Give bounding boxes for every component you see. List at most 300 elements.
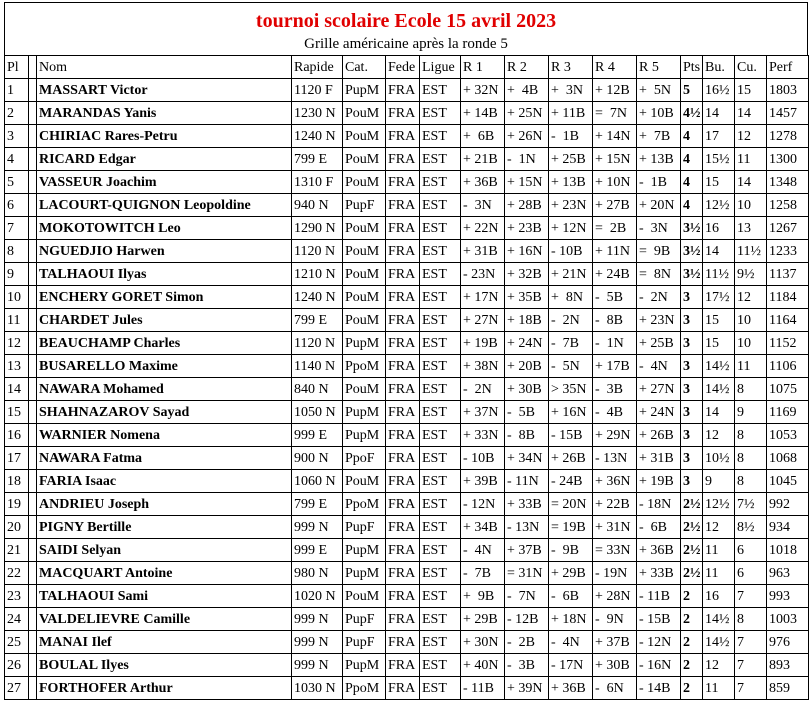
cell-buchholz: 9 bbox=[703, 470, 735, 493]
header-place: Pl bbox=[5, 56, 29, 79]
header-federation: Fede bbox=[386, 56, 420, 79]
cell-category: PupM bbox=[343, 539, 386, 562]
cell-place: 2 bbox=[5, 102, 29, 125]
cell-round-2: + 20B bbox=[505, 355, 549, 378]
cell-round-4: + 29N bbox=[593, 424, 637, 447]
cell-round-3: > 35N bbox=[549, 378, 593, 401]
cell-name: LACOURT-QUIGNON Leopoldine bbox=[37, 194, 292, 217]
cell-rapid-rating: 1120 N bbox=[292, 332, 343, 355]
cell-buchholz: 16 bbox=[703, 585, 735, 608]
cell-rapid-rating: 799 E bbox=[292, 148, 343, 171]
cell-round-3: = 20N bbox=[549, 493, 593, 516]
cell-federation: FRA bbox=[386, 171, 420, 194]
cell-place: 21 bbox=[5, 539, 29, 562]
header-category: Cat. bbox=[343, 56, 386, 79]
cell-cumulative: 8 bbox=[735, 447, 767, 470]
cell-round-2: - 3B bbox=[505, 654, 549, 677]
cell-name: WARNIER Nomena bbox=[37, 424, 292, 447]
cell-buchholz: 10½ bbox=[703, 447, 735, 470]
cell-name: VALDELIEVRE Camille bbox=[37, 608, 292, 631]
cell-league: EST bbox=[420, 424, 461, 447]
cell-round-3: + 13B bbox=[549, 171, 593, 194]
cell-points: 4 bbox=[681, 125, 703, 148]
header-round-2: R 2 bbox=[505, 56, 549, 79]
cell-place: 9 bbox=[5, 263, 29, 286]
cell-round-1: + 33N bbox=[461, 424, 505, 447]
cell-performance: 1278 bbox=[767, 125, 809, 148]
cell-rapid-rating: 999 N bbox=[292, 608, 343, 631]
cell-round-1: + 31B bbox=[461, 240, 505, 263]
cell-round-4: + 11N bbox=[593, 240, 637, 263]
cell-performance: 1018 bbox=[767, 539, 809, 562]
cell-category: PouM bbox=[343, 171, 386, 194]
cell-gap bbox=[29, 470, 37, 493]
cell-round-4: - 5B bbox=[593, 286, 637, 309]
cell-rapid-rating: 999 E bbox=[292, 539, 343, 562]
cell-rapid-rating: 940 N bbox=[292, 194, 343, 217]
cell-round-2: + 16N bbox=[505, 240, 549, 263]
cell-round-1: + 27N bbox=[461, 309, 505, 332]
cell-category: PupM bbox=[343, 332, 386, 355]
cell-name: NAWARA Mohamed bbox=[37, 378, 292, 401]
cell-category: PpoM bbox=[343, 493, 386, 516]
cell-category: PouM bbox=[343, 585, 386, 608]
cell-round-2: + 26N bbox=[505, 125, 549, 148]
cell-round-1: - 23N bbox=[461, 263, 505, 286]
cell-federation: FRA bbox=[386, 562, 420, 585]
cell-rapid-rating: 999 N bbox=[292, 654, 343, 677]
cell-round-2: + 25N bbox=[505, 102, 549, 125]
cell-buchholz: 14 bbox=[703, 240, 735, 263]
cell-rapid-rating: 1210 N bbox=[292, 263, 343, 286]
cell-league: EST bbox=[420, 171, 461, 194]
cell-league: EST bbox=[420, 378, 461, 401]
table-body bbox=[5, 79, 809, 700]
cell-round-2: + 4B bbox=[505, 79, 549, 102]
cell-rapid-rating: 1140 N bbox=[292, 355, 343, 378]
cell-category: PpoM bbox=[343, 677, 386, 700]
cell-points: 3 bbox=[681, 309, 703, 332]
cell-points: 2 bbox=[681, 608, 703, 631]
standings-table bbox=[4, 55, 809, 700]
cell-round-4: + 30B bbox=[593, 654, 637, 677]
cell-gap bbox=[29, 79, 37, 102]
cell-buchholz: 16 bbox=[703, 217, 735, 240]
cell-performance: 1152 bbox=[767, 332, 809, 355]
cell-round-2: - 12B bbox=[505, 608, 549, 631]
cell-points: 3 bbox=[681, 447, 703, 470]
cell-round-5: - 6B bbox=[637, 516, 681, 539]
cell-federation: FRA bbox=[386, 516, 420, 539]
cell-points: 3 bbox=[681, 470, 703, 493]
cell-place: 7 bbox=[5, 217, 29, 240]
cell-round-1: - 11B bbox=[461, 677, 505, 700]
cell-performance: 893 bbox=[767, 654, 809, 677]
cell-gap bbox=[29, 424, 37, 447]
cell-category: PouM bbox=[343, 240, 386, 263]
cell-place: 11 bbox=[5, 309, 29, 332]
cell-buchholz: 15½ bbox=[703, 148, 735, 171]
cell-league: EST bbox=[420, 125, 461, 148]
cell-place: 25 bbox=[5, 631, 29, 654]
table-row bbox=[5, 585, 809, 608]
cell-gap bbox=[29, 355, 37, 378]
cell-buchholz: 14 bbox=[703, 102, 735, 125]
cell-round-3: - 7B bbox=[549, 332, 593, 355]
table-row bbox=[5, 240, 809, 263]
cell-league: EST bbox=[420, 263, 461, 286]
cell-place: 5 bbox=[5, 171, 29, 194]
cell-cumulative: 8½ bbox=[735, 516, 767, 539]
cell-category: PupF bbox=[343, 631, 386, 654]
cell-round-4: - 13N bbox=[593, 447, 637, 470]
cell-round-4: + 10N bbox=[593, 171, 637, 194]
cell-federation: FRA bbox=[386, 608, 420, 631]
cell-cumulative: 8 bbox=[735, 378, 767, 401]
cell-round-2: + 18B bbox=[505, 309, 549, 332]
cell-cumulative: 11 bbox=[735, 148, 767, 171]
cell-performance: 1348 bbox=[767, 171, 809, 194]
cell-performance: 1258 bbox=[767, 194, 809, 217]
cell-gap bbox=[29, 608, 37, 631]
cell-rapid-rating: 799 E bbox=[292, 309, 343, 332]
cell-league: EST bbox=[420, 585, 461, 608]
cell-name: SAIDI Selyan bbox=[37, 539, 292, 562]
cell-league: EST bbox=[420, 608, 461, 631]
cell-league: EST bbox=[420, 217, 461, 240]
cell-points: 3 bbox=[681, 332, 703, 355]
cell-points: 4 bbox=[681, 171, 703, 194]
cell-federation: FRA bbox=[386, 539, 420, 562]
cell-buchholz: 12 bbox=[703, 516, 735, 539]
cell-round-1: + 40N bbox=[461, 654, 505, 677]
cell-name: BUSARELLO Maxime bbox=[37, 355, 292, 378]
cell-gap bbox=[29, 102, 37, 125]
cell-points: 3½ bbox=[681, 217, 703, 240]
cell-gap bbox=[29, 493, 37, 516]
cell-round-3: - 17N bbox=[549, 654, 593, 677]
cell-place: 26 bbox=[5, 654, 29, 677]
cell-federation: FRA bbox=[386, 125, 420, 148]
cell-place: 19 bbox=[5, 493, 29, 516]
cell-category: PouM bbox=[343, 148, 386, 171]
cell-federation: FRA bbox=[386, 194, 420, 217]
cell-round-1: + 29B bbox=[461, 608, 505, 631]
header-round-5: R 5 bbox=[637, 56, 681, 79]
cell-points: 3 bbox=[681, 424, 703, 447]
header-performance: Perf bbox=[767, 56, 809, 79]
cell-rapid-rating: 1240 N bbox=[292, 125, 343, 148]
cell-cumulative: 7 bbox=[735, 677, 767, 700]
header-buchholz: Bu. bbox=[703, 56, 735, 79]
cell-round-4: + 17B bbox=[593, 355, 637, 378]
cell-round-4: - 19N bbox=[593, 562, 637, 585]
table-row bbox=[5, 309, 809, 332]
cell-name: NGUEDJIO Harwen bbox=[37, 240, 292, 263]
cell-round-2: + 32B bbox=[505, 263, 549, 286]
table-row bbox=[5, 171, 809, 194]
cell-round-3: - 2N bbox=[549, 309, 593, 332]
cell-buchholz: 11½ bbox=[703, 263, 735, 286]
header-gap bbox=[29, 56, 37, 79]
cell-round-1: + 9B bbox=[461, 585, 505, 608]
cell-category: PupM bbox=[343, 401, 386, 424]
cell-round-5: - 11B bbox=[637, 585, 681, 608]
cell-place: 18 bbox=[5, 470, 29, 493]
cell-federation: FRA bbox=[386, 470, 420, 493]
cell-points: 2 bbox=[681, 677, 703, 700]
cell-performance: 992 bbox=[767, 493, 809, 516]
table-row bbox=[5, 447, 809, 470]
cell-points: 2 bbox=[681, 654, 703, 677]
cell-rapid-rating: 1230 N bbox=[292, 102, 343, 125]
cell-cumulative: 15 bbox=[735, 79, 767, 102]
cell-league: EST bbox=[420, 79, 461, 102]
cell-buchholz: 12½ bbox=[703, 194, 735, 217]
cell-buchholz: 14½ bbox=[703, 378, 735, 401]
cell-round-3: + 21N bbox=[549, 263, 593, 286]
cell-league: EST bbox=[420, 677, 461, 700]
cell-category: PupM bbox=[343, 562, 386, 585]
cell-category: PouM bbox=[343, 125, 386, 148]
cell-points: 5 bbox=[681, 79, 703, 102]
cell-round-5: + 26B bbox=[637, 424, 681, 447]
cell-cumulative: 8 bbox=[735, 470, 767, 493]
cell-round-2: + 30B bbox=[505, 378, 549, 401]
cell-round-1: - 4N bbox=[461, 539, 505, 562]
header-round-3: R 3 bbox=[549, 56, 593, 79]
cell-place: 12 bbox=[5, 332, 29, 355]
table-row bbox=[5, 79, 809, 102]
cell-category: PouM bbox=[343, 378, 386, 401]
cell-round-1: + 34B bbox=[461, 516, 505, 539]
cell-round-4: - 4B bbox=[593, 401, 637, 424]
cell-round-1: - 3N bbox=[461, 194, 505, 217]
table-row bbox=[5, 263, 809, 286]
cell-buchholz: 15 bbox=[703, 332, 735, 355]
cell-cumulative: 7 bbox=[735, 585, 767, 608]
header-points: Pts bbox=[681, 56, 703, 79]
cell-federation: FRA bbox=[386, 378, 420, 401]
cell-buchholz: 14½ bbox=[703, 355, 735, 378]
cell-performance: 1068 bbox=[767, 447, 809, 470]
cell-round-3: - 10B bbox=[549, 240, 593, 263]
cell-place: 4 bbox=[5, 148, 29, 171]
cell-round-5: + 24N bbox=[637, 401, 681, 424]
cell-round-4: - 9N bbox=[593, 608, 637, 631]
cell-round-5: - 2N bbox=[637, 286, 681, 309]
cell-name: MOKOTOWITCH Leo bbox=[37, 217, 292, 240]
cell-rapid-rating: 1030 N bbox=[292, 677, 343, 700]
table-row bbox=[5, 217, 809, 240]
cell-round-1: + 22N bbox=[461, 217, 505, 240]
table-row bbox=[5, 470, 809, 493]
cell-performance: 1184 bbox=[767, 286, 809, 309]
cell-league: EST bbox=[420, 332, 461, 355]
cell-name: VASSEUR Joachim bbox=[37, 171, 292, 194]
cell-cumulative: 11½ bbox=[735, 240, 767, 263]
cell-name: CHARDET Jules bbox=[37, 309, 292, 332]
cell-league: EST bbox=[420, 631, 461, 654]
table-row bbox=[5, 677, 809, 700]
cell-performance: 993 bbox=[767, 585, 809, 608]
cell-league: EST bbox=[420, 493, 461, 516]
cell-buchholz: 12 bbox=[703, 654, 735, 677]
cell-federation: FRA bbox=[386, 677, 420, 700]
cell-buchholz: 11 bbox=[703, 539, 735, 562]
cell-place: 22 bbox=[5, 562, 29, 585]
cell-performance: 1169 bbox=[767, 401, 809, 424]
cell-performance: 1003 bbox=[767, 608, 809, 631]
cell-buchholz: 14½ bbox=[703, 608, 735, 631]
cell-round-1: - 10B bbox=[461, 447, 505, 470]
cell-place: 14 bbox=[5, 378, 29, 401]
cell-place: 24 bbox=[5, 608, 29, 631]
cell-name: SHAHNAZAROV Sayad bbox=[37, 401, 292, 424]
cell-cumulative: 12 bbox=[735, 125, 767, 148]
cell-round-2: - 8B bbox=[505, 424, 549, 447]
cell-place: 15 bbox=[5, 401, 29, 424]
table-row bbox=[5, 401, 809, 424]
table-row bbox=[5, 355, 809, 378]
cell-performance: 859 bbox=[767, 677, 809, 700]
cell-round-2: - 1N bbox=[505, 148, 549, 171]
cell-rapid-rating: 1290 N bbox=[292, 217, 343, 240]
cell-league: EST bbox=[420, 102, 461, 125]
cell-round-2: + 15N bbox=[505, 171, 549, 194]
cell-round-2: + 24N bbox=[505, 332, 549, 355]
table-row bbox=[5, 654, 809, 677]
cell-round-3: = 19B bbox=[549, 516, 593, 539]
cell-federation: FRA bbox=[386, 240, 420, 263]
cell-round-5: - 14B bbox=[637, 677, 681, 700]
cell-cumulative: 14 bbox=[735, 171, 767, 194]
cell-cumulative: 8 bbox=[735, 424, 767, 447]
cell-name: TALHAOUI Sami bbox=[37, 585, 292, 608]
cell-cumulative: 8 bbox=[735, 608, 767, 631]
cell-buchholz: 11 bbox=[703, 677, 735, 700]
cell-buchholz: 15 bbox=[703, 171, 735, 194]
cell-round-1: + 39B bbox=[461, 470, 505, 493]
cell-category: PouM bbox=[343, 102, 386, 125]
cell-buchholz: 14 bbox=[703, 401, 735, 424]
cell-round-5: - 18N bbox=[637, 493, 681, 516]
cell-cumulative: 7 bbox=[735, 631, 767, 654]
cell-category: PouM bbox=[343, 309, 386, 332]
cell-federation: FRA bbox=[386, 79, 420, 102]
cell-rapid-rating: 900 N bbox=[292, 447, 343, 470]
cell-round-4: = 7N bbox=[593, 102, 637, 125]
cell-round-3: - 4N bbox=[549, 631, 593, 654]
cell-federation: FRA bbox=[386, 493, 420, 516]
cell-buchholz: 17½ bbox=[703, 286, 735, 309]
cell-round-5: - 3N bbox=[637, 217, 681, 240]
cell-points: 4½ bbox=[681, 102, 703, 125]
cell-name: FORTHOFER Arthur bbox=[37, 677, 292, 700]
header-round-4: R 4 bbox=[593, 56, 637, 79]
cell-round-4: + 31N bbox=[593, 516, 637, 539]
cell-round-5: + 13B bbox=[637, 148, 681, 171]
cell-round-5: + 25B bbox=[637, 332, 681, 355]
cell-league: EST bbox=[420, 401, 461, 424]
table-row bbox=[5, 631, 809, 654]
cell-league: EST bbox=[420, 309, 461, 332]
cell-rapid-rating: 999 N bbox=[292, 516, 343, 539]
cell-buchholz: 15 bbox=[703, 309, 735, 332]
cell-gap bbox=[29, 148, 37, 171]
table-row bbox=[5, 102, 809, 125]
cell-round-5: + 7B bbox=[637, 125, 681, 148]
cell-round-4: + 27B bbox=[593, 194, 637, 217]
cell-name: ANDRIEU Joseph bbox=[37, 493, 292, 516]
cell-federation: FRA bbox=[386, 217, 420, 240]
cell-category: PpoF bbox=[343, 447, 386, 470]
header-name: Nom bbox=[37, 56, 292, 79]
cell-gap bbox=[29, 332, 37, 355]
cell-round-4: + 15N bbox=[593, 148, 637, 171]
cell-round-1: + 32N bbox=[461, 79, 505, 102]
cell-points: 2 bbox=[681, 631, 703, 654]
header-round-1: R 1 bbox=[461, 56, 505, 79]
cell-buchholz: 16½ bbox=[703, 79, 735, 102]
cell-rapid-rating: 840 N bbox=[292, 378, 343, 401]
table-row bbox=[5, 424, 809, 447]
cell-points: 3 bbox=[681, 286, 703, 309]
cell-gap bbox=[29, 378, 37, 401]
cell-gap bbox=[29, 447, 37, 470]
cell-round-1: - 7B bbox=[461, 562, 505, 585]
cell-round-1: + 38N bbox=[461, 355, 505, 378]
cell-round-1: + 6B bbox=[461, 125, 505, 148]
cell-round-5: - 12N bbox=[637, 631, 681, 654]
cell-category: PupF bbox=[343, 194, 386, 217]
cell-category: PupF bbox=[343, 516, 386, 539]
cell-gap bbox=[29, 562, 37, 585]
cell-round-3: - 6B bbox=[549, 585, 593, 608]
cell-cumulative: 10 bbox=[735, 309, 767, 332]
cell-cumulative: 7½ bbox=[735, 493, 767, 516]
cell-round-4: + 24B bbox=[593, 263, 637, 286]
cell-round-1: + 30N bbox=[461, 631, 505, 654]
cell-round-2: + 37B bbox=[505, 539, 549, 562]
cell-round-5: - 1B bbox=[637, 171, 681, 194]
cell-round-4: - 1N bbox=[593, 332, 637, 355]
cell-round-3: + 12N bbox=[549, 217, 593, 240]
cell-round-3: + 25B bbox=[549, 148, 593, 171]
cell-points: 3 bbox=[681, 355, 703, 378]
cell-round-5: + 27N bbox=[637, 378, 681, 401]
cell-round-3: + 11B bbox=[549, 102, 593, 125]
cell-name: MASSART Victor bbox=[37, 79, 292, 102]
cell-rapid-rating: 1310 F bbox=[292, 171, 343, 194]
cell-cumulative: 13 bbox=[735, 217, 767, 240]
cell-rapid-rating: 1120 F bbox=[292, 79, 343, 102]
table-row bbox=[5, 539, 809, 562]
cell-name: ENCHERY GORET Simon bbox=[37, 286, 292, 309]
cell-round-2: - 13N bbox=[505, 516, 549, 539]
header-rapid-rating: Rapide bbox=[292, 56, 343, 79]
table-row bbox=[5, 148, 809, 171]
cell-buchholz: 12½ bbox=[703, 493, 735, 516]
cell-round-3: + 23N bbox=[549, 194, 593, 217]
cell-gap bbox=[29, 263, 37, 286]
cell-category: PupM bbox=[343, 424, 386, 447]
header-row bbox=[5, 56, 809, 79]
cell-place: 27 bbox=[5, 677, 29, 700]
cell-round-2: + 39N bbox=[505, 677, 549, 700]
cell-performance: 1106 bbox=[767, 355, 809, 378]
cell-league: EST bbox=[420, 194, 461, 217]
